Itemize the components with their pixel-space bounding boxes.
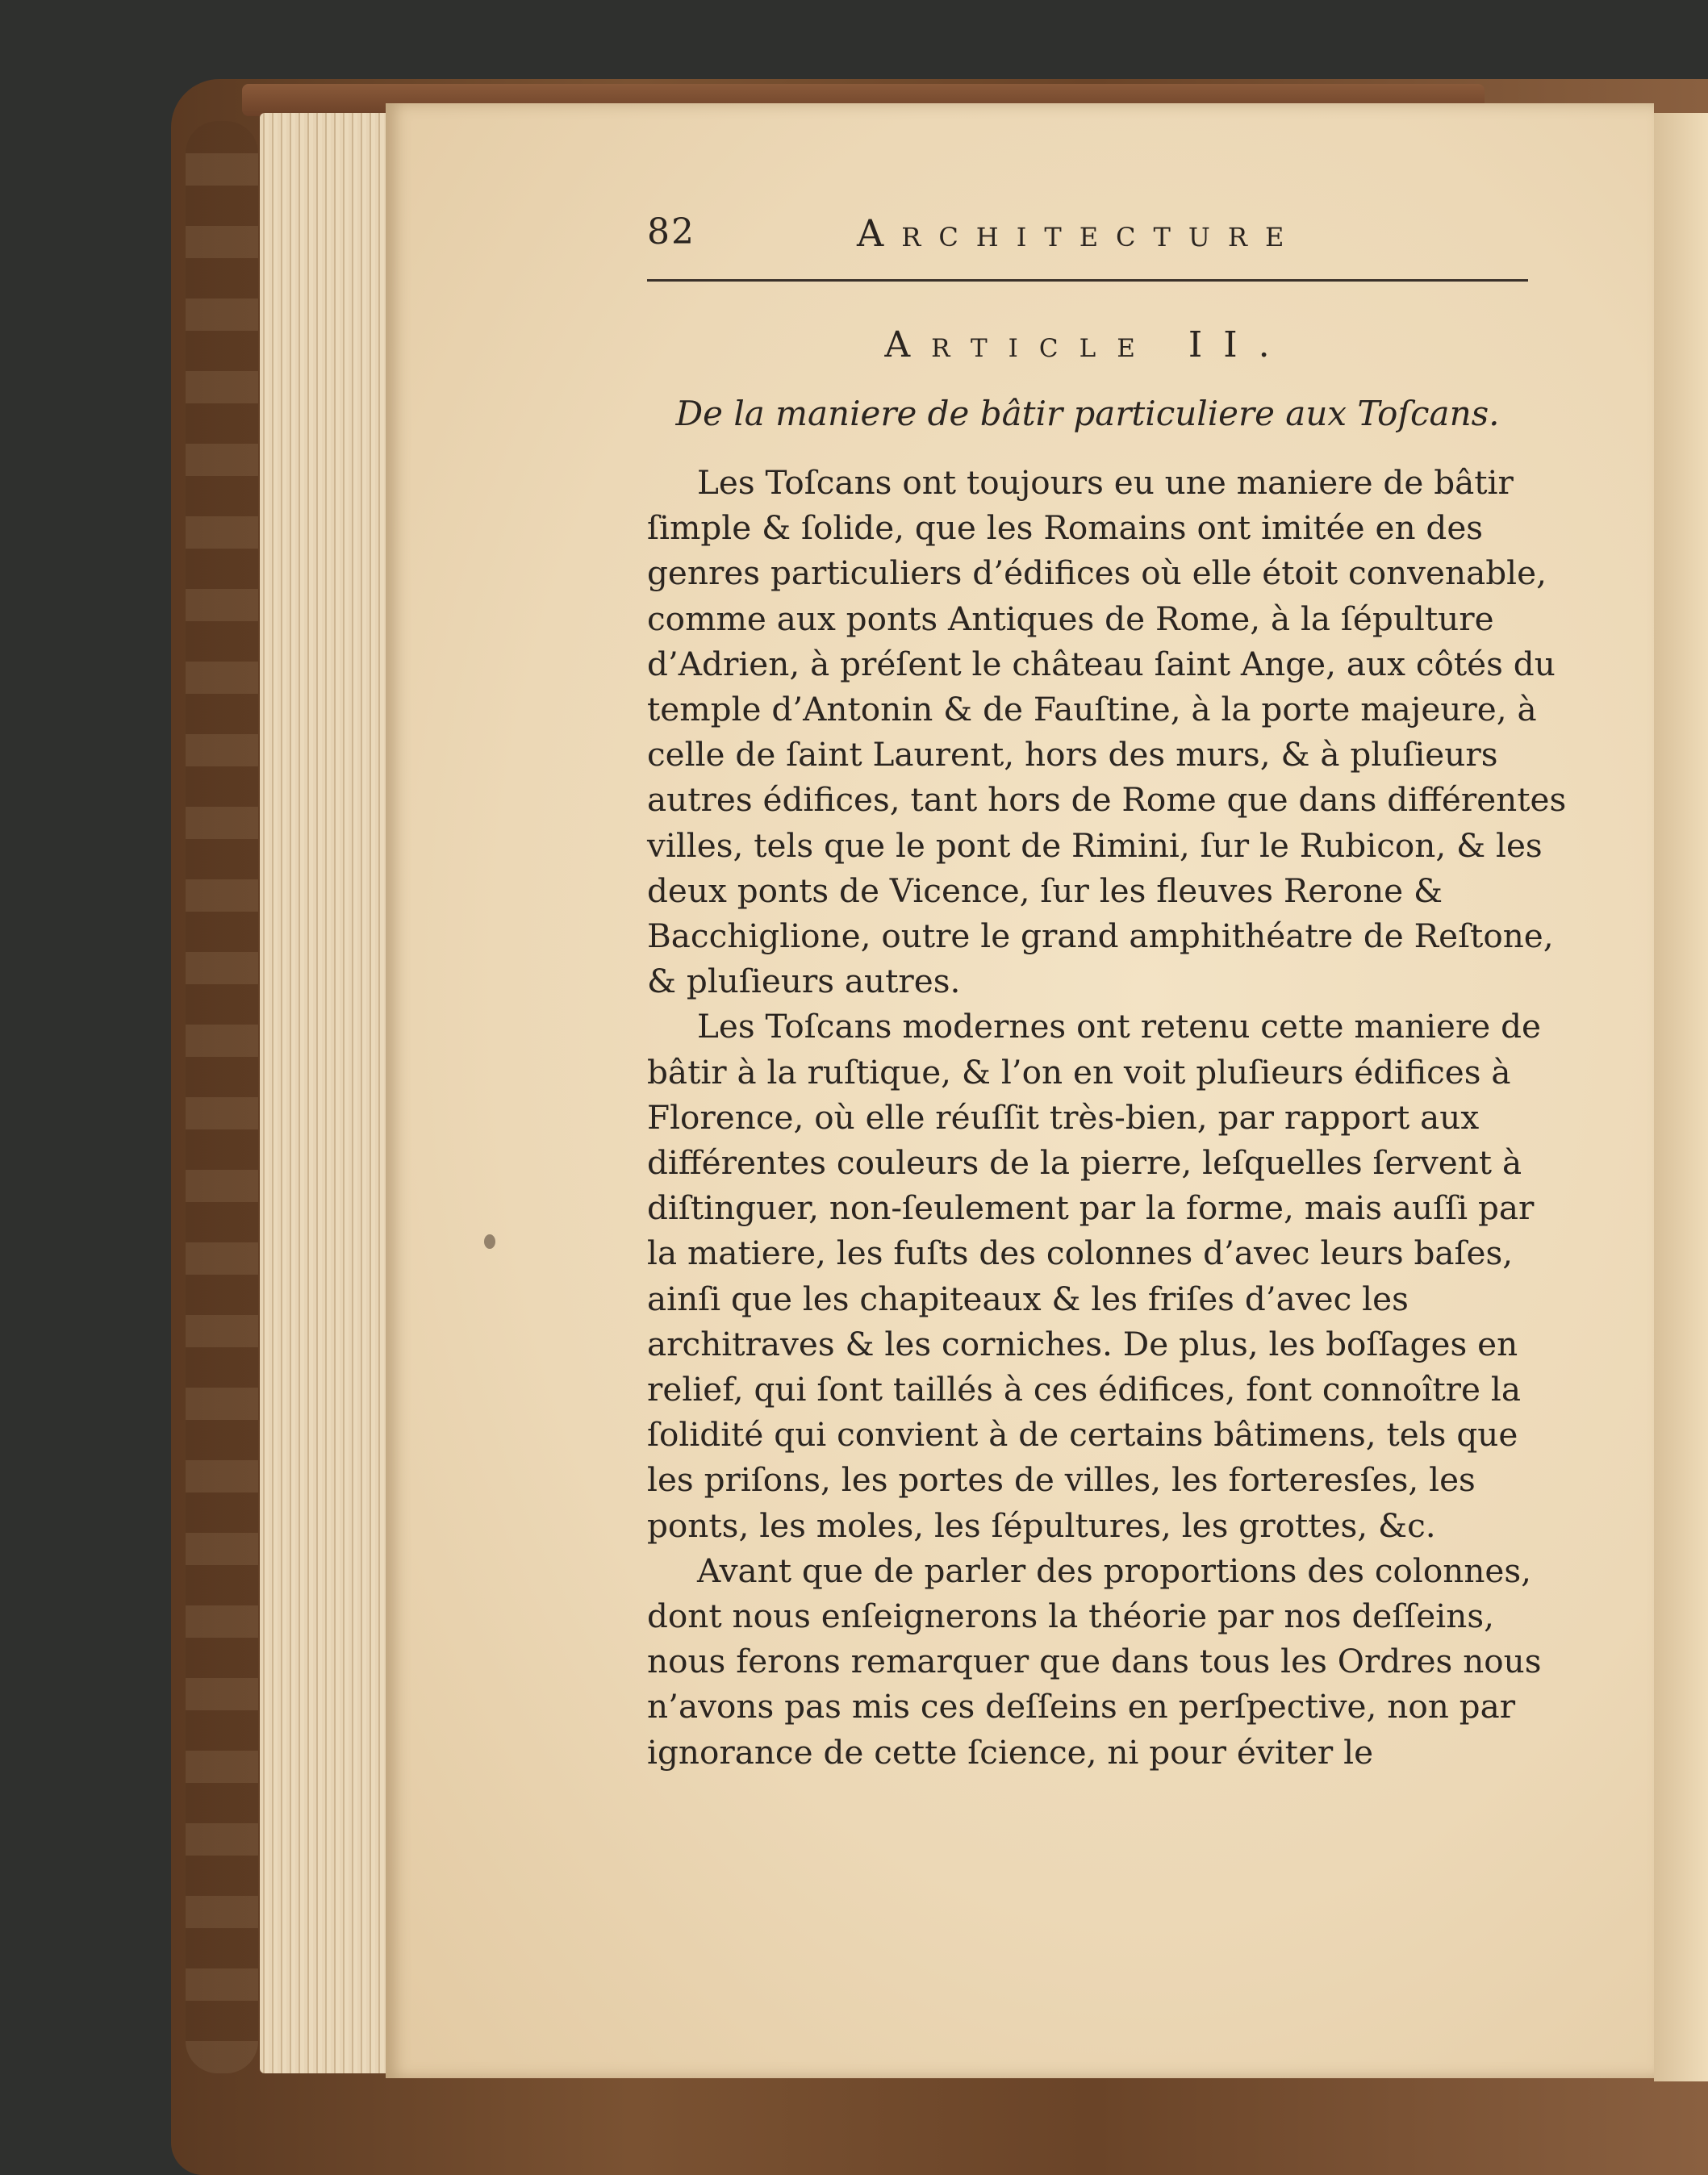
paragraph-1: Les Toſcans ont toujours eu une maniere de bâtir ſimple & ſolide, que les Romains ont imitée en des genres particuliers d’édifices où elle étoit convenable, comme aux ponts Antiques de Rome, à la ſépulture d’Adrien, à préſent le château ſaint Ange, aux côtés du temple d’Antonin & de Fauſtine, à la porte majeure, à celle de ſaint Laurent, hors des murs, & à pluſieurs autres édifices, tant hors de Rome que dans différentes villes, tels que le pont de Rimini, ſur le Rubicon, & les deux ponts de Vicence, ſur les fleuves Rerone & Bacchiglione, outre le grand amphithéatre de Reſtone, & pluſieurs autres. [647,463,1567,1001]
running-head [647,211,1397,260]
header-rule [647,279,1528,282]
body-text [647,460,1567,1815]
ink-smudge [484,1234,495,1249]
paragraph-3: Avant que de parler des proportions des colonnes, dont nous enſeignerons la théorie par nos deſſeins, nous ferons remarquer que dans tous les Ordres nous n’avons pas mis ces deſſeins en perſpective, non par ignorance de cette ſcience, ni pour éviter le [647,1551,1542,1772]
spine-texture [186,121,258,2073]
page-number: 82 [647,211,695,253]
article-heading: Article II. [884,324,1291,365]
running-title: Architecture [857,211,1302,255]
page-stack [260,113,397,2073]
paragraph-2: Les Toſcans modernes ont retenu cette maniere de bâtir à la ruſtique, & l’on en voit pluſieurs édifices à Florence, où elle réuſſit très-bien, par rapport aux différentes couleurs de la pierre, leſquelles ſervent à diſtinguer, non-ſeulement par la forme, mais auſſi par la matiere, les fuſts des colonnes d’avec leurs baſes, ainſi que les chapiteaux & les friſes d’avec les architraves & les corniches. De plus, les boſſages en relief, qui ſont taillés à ces édifices, font connoître la ſolidité qui convient à de certains bâtimens, tels que les priſons, les portes de villes, les forteresſes, les ponts, les moles, les ſépultures, les grottes, &c. [647,1007,1541,1545]
facing-page-edge [1654,113,1708,2081]
article-subtitle: De la maniere de bâtir particuliere aux Toſcans. [675,394,1500,433]
